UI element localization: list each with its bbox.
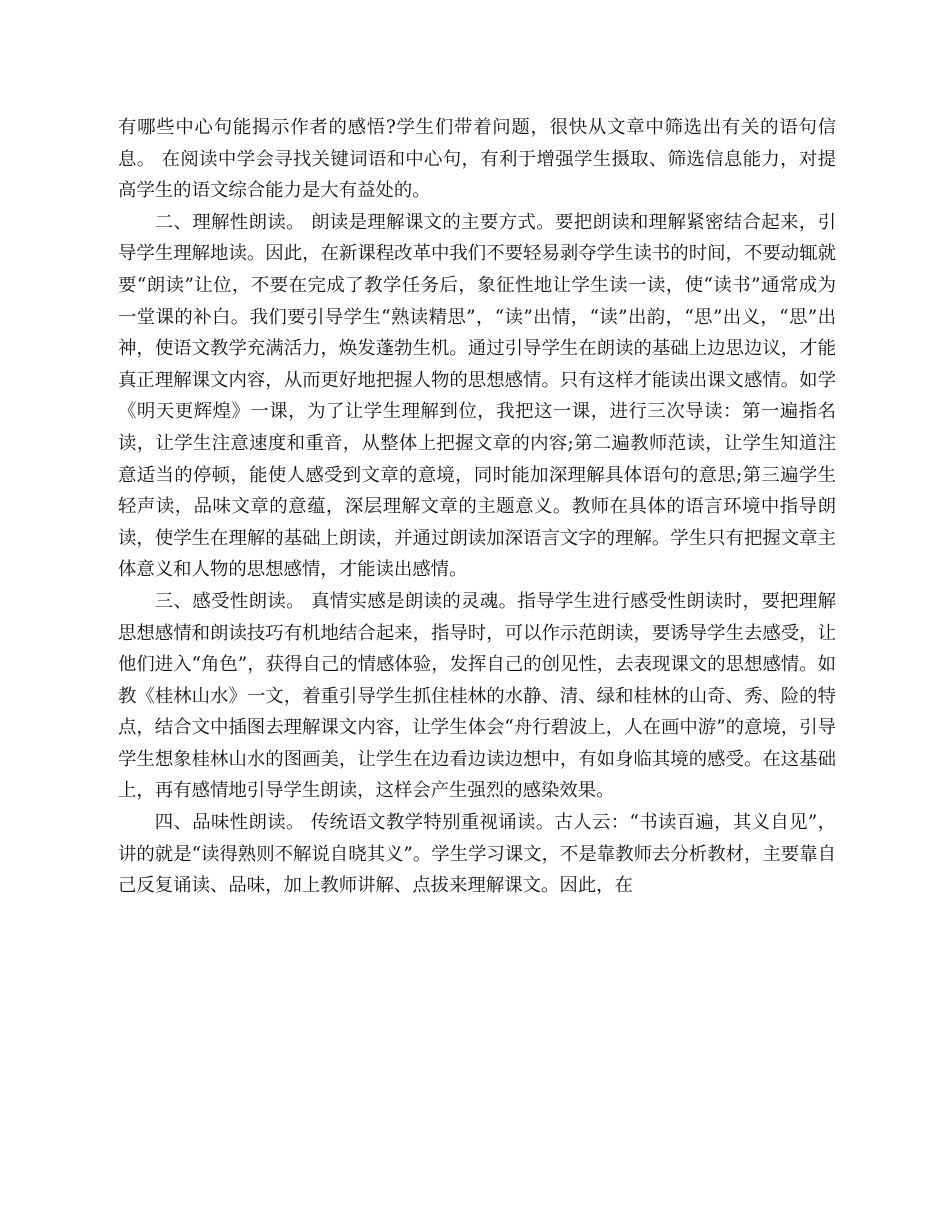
paragraph-savoring-reading: 四、品味性朗读。 传统语文教学特别重视诵读。古人云：“书读百遍，其义自见”，讲的就是“读得熟则不解说自晓其义”。学生学习课文，不是靠教师去分析教材，主要靠自己反复诵读、品味，加上教师讲解、点拔来理解课文。因此，在 xyxy=(118,812,836,897)
paragraph-comprehension-reading: 二、理解性朗读。 朗读是理解课文的主要方式。要把朗读和理解紧密结合起来，引导学生理解地读。因此，在新课程改革中我们不要轻易剥夺学生读书的时间，不要动辄就要“朗读”让位，不要在完成了教学任务后，象征性地让学生读一读，使“读书”通常成为一堂课的补白。我们要引导学生“熟读精思”，“读”出情，“读”出韵，“思”出义，“思”出神，使语文教学充满活力，焕发蓬勃生机。通过引导学生在朗读的基础上边思边议，才能真正理解课文内容，从而更好地把握人物的思想感情。只有这样才能读出课文感情。如学《明天更辉煌》一课，为了让学生理解到位，我把这一课，进行三次导读：第一遍指名读，让学生注意速度和重音，从整体上把握文章的内容;第二遍教师范读，让学生知道注意适当的停顿，能使人感受到文章的意境，同时能加深理解具体语句的意思;第三遍学生轻声读，品味文章的意蕴，深层理解文章的主题意义。教师在具体的语言环境中指导朗读，使学生在理解的基础上朗读，并通过朗读加深语言文字的理解。学生只有把握文章主体意义和人物的思想感情，才能读出感情。 xyxy=(118,211,836,581)
paragraph-continued-intro: 有哪些中心句能揭示作者的感悟?学生们带着问题，很快从文章中筛选出有关的语句信息。 在阅读中学会寻找关键词语和中心句，有利于增强学生摄取、筛选信息能力，对提高学生的语文综合能力是大有益处的。 xyxy=(118,117,836,202)
document-body xyxy=(118,112,836,902)
paragraph-feeling-reading: 三、感受性朗读。 真情实感是朗读的灵魂。指导学生进行感受性朗读时，要把理解思想感情和朗读技巧有机地结合起来，指导时，可以作示范朗读，要诱导学生去感受，让他们进入“角色”，获得自己的情感体验，发挥自己的创见性，去表现课文的思想感情。如教《桂林山水》一文，着重引导学生抓住桂林的水静、清、绿和桂林的山奇、秀、险的特点，结合文中插图去理解课文内容，让学生体会“舟行碧波上，人在画中游”的意境，引导学生想象桂林山水的图画美，让学生在边看边读边想中，有如身临其境的感受。在这基础上，再有感情地引导学生朗读，这样会产生强烈的感染效果。 xyxy=(118,590,836,802)
